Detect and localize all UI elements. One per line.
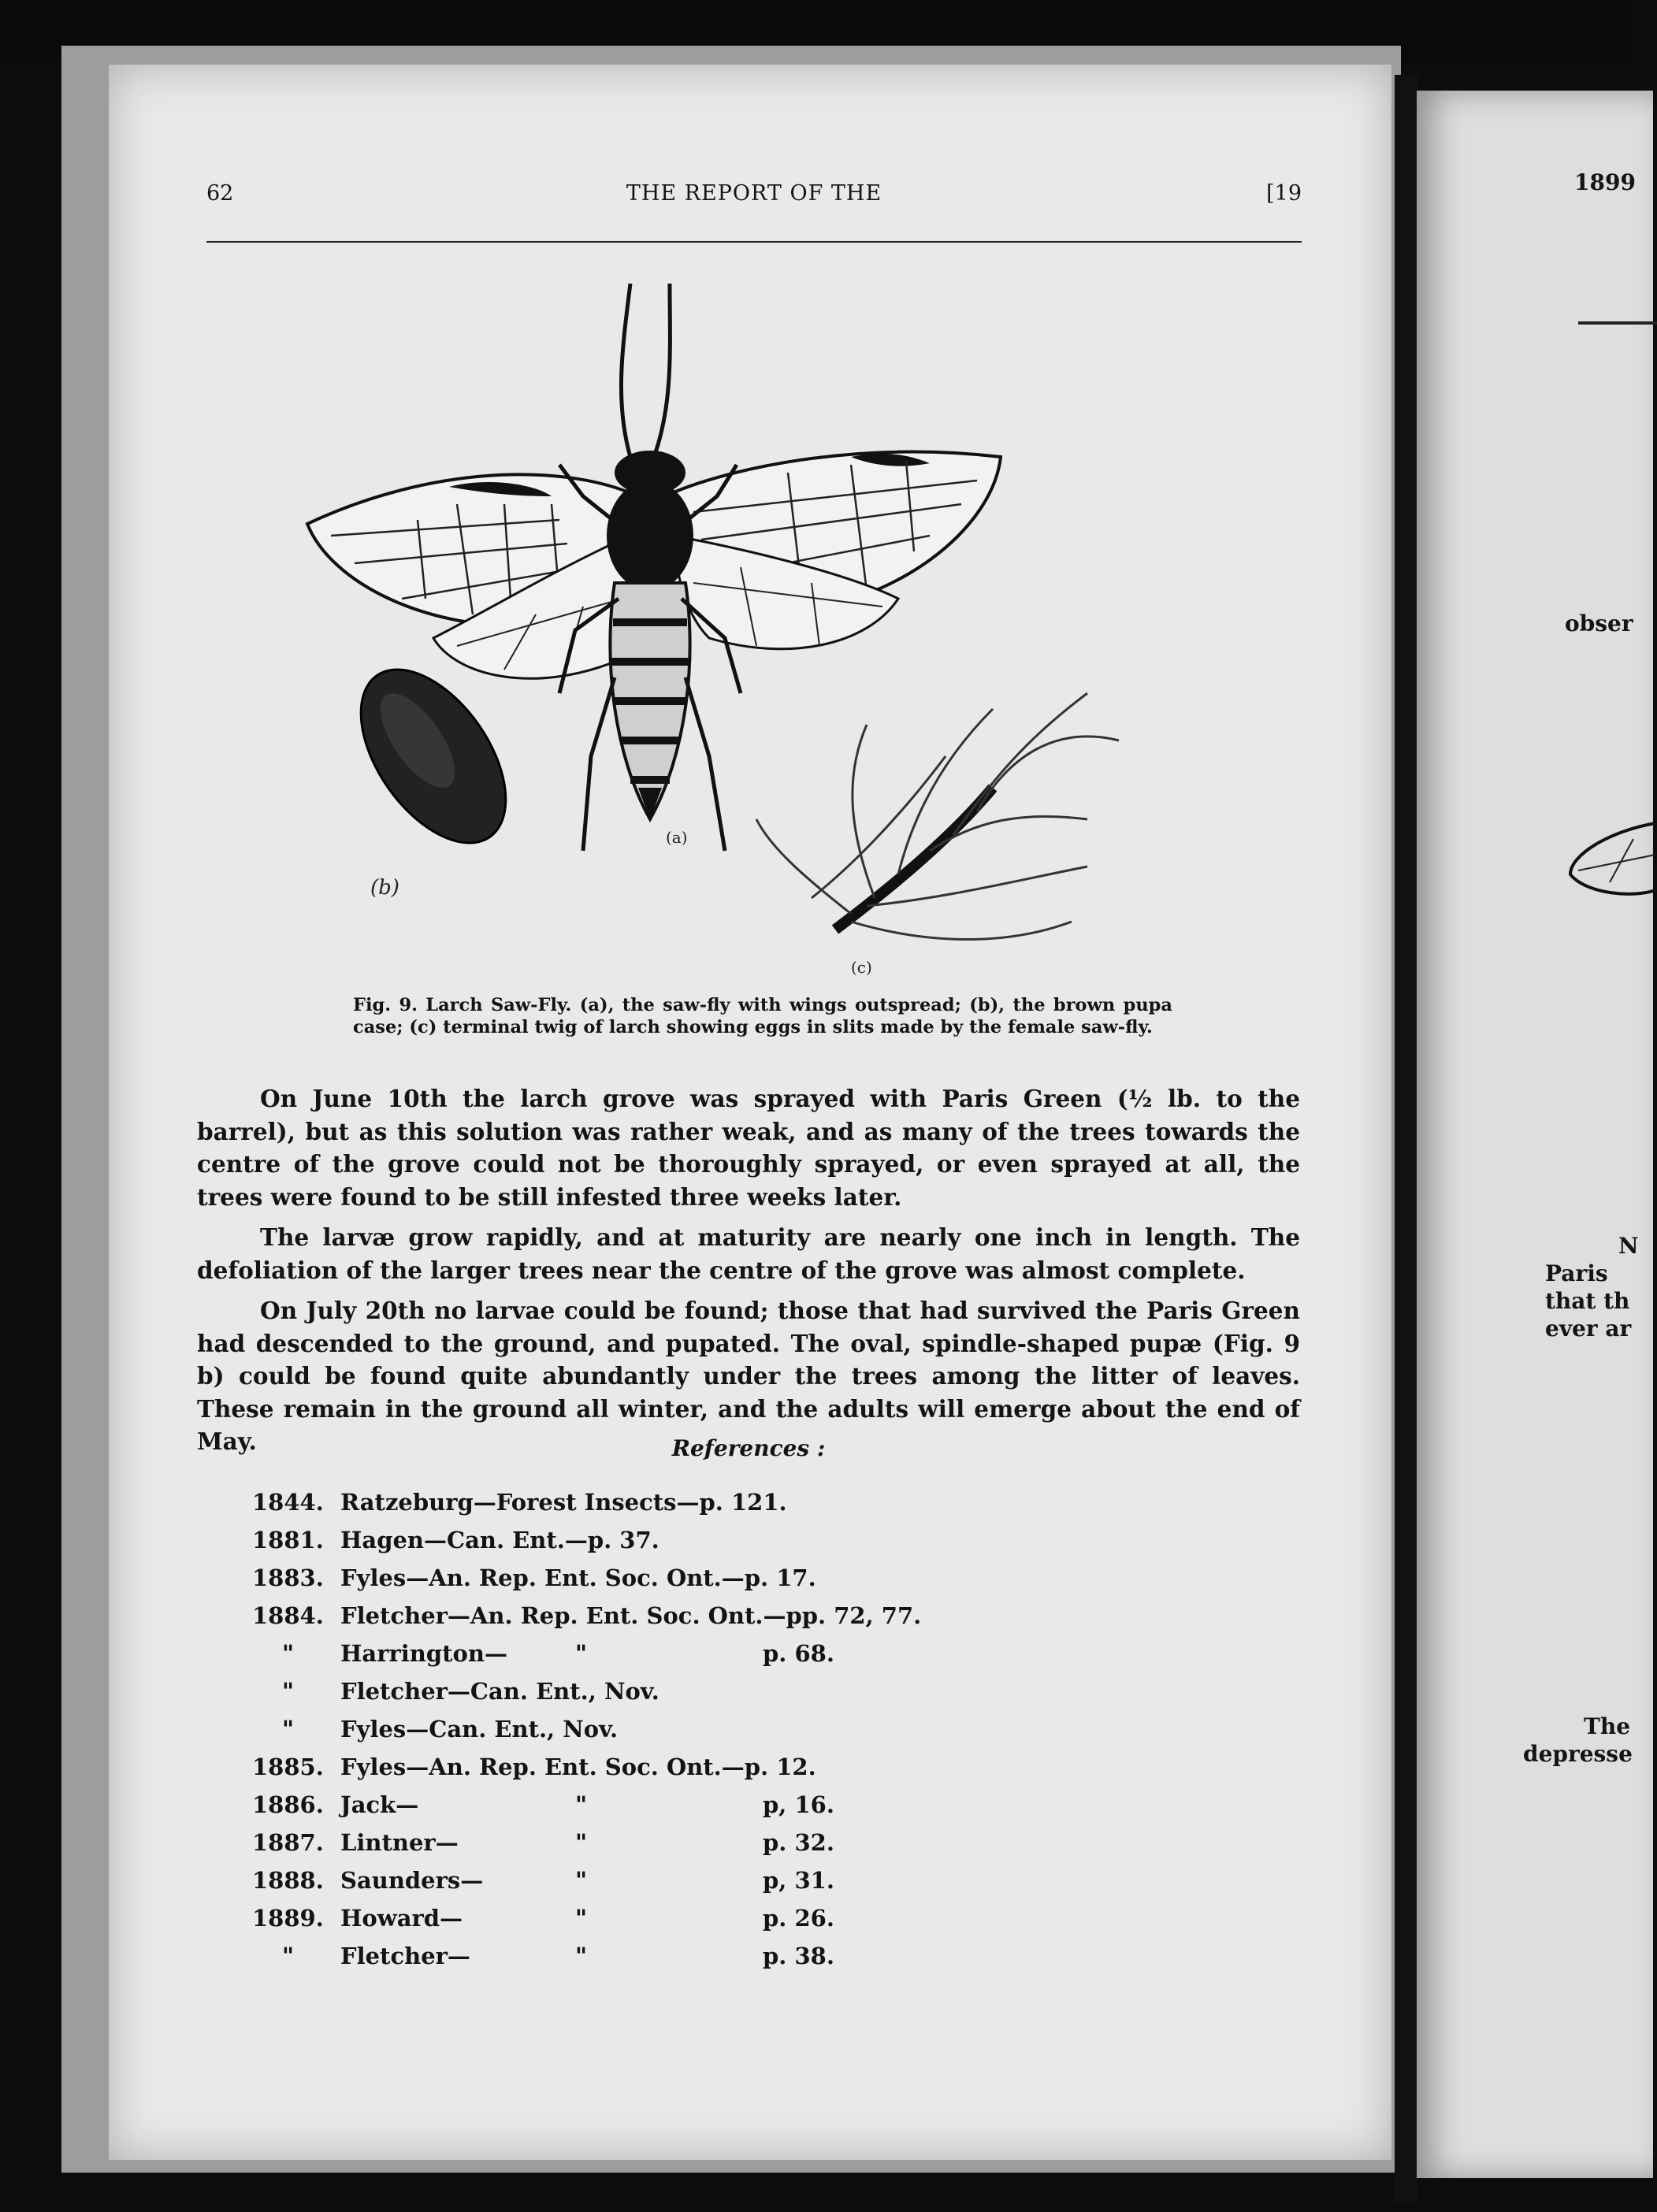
running-title: THE REPORT OF THE (626, 181, 882, 206)
ref-year: " (282, 1678, 295, 1705)
ref-year: 1886. (252, 1791, 324, 1818)
ref-entry: Lintner— (340, 1829, 459, 1856)
ref-year: 1844. (252, 1489, 324, 1516)
book-gutter (1395, 75, 1418, 2202)
figure-caption: Fig. 9. Larch Saw-Fly. (a), the saw-fly with wings outspread; (b), the brown pupa case; (c) terminal twig of larch showing eggs in slits made by the female saw-fly. (353, 995, 1172, 1037)
ref-year: 1887. (252, 1829, 324, 1856)
ref-page: p. 38. (763, 1943, 834, 1969)
facing-page (1417, 91, 1653, 2178)
ref-entry: Fyles—Can. Ent., Nov. (340, 1716, 619, 1743)
facing-page-text: N (1618, 1233, 1639, 1259)
larch-sawfly-figure (299, 268, 1213, 977)
header-rule (206, 241, 1302, 243)
ref-year: 1888. (252, 1867, 324, 1894)
facing-page-text: The (1584, 1713, 1631, 1739)
ref-entry: Fletcher—Can. Ent., Nov. (340, 1678, 659, 1705)
ref-entry: Fyles—An. Rep. Ent. Soc. Ont.—p. 17. (340, 1564, 816, 1591)
ref-entry: Fletcher—An. Rep. Ent. Soc. Ont.—pp. 72, 77. (340, 1602, 922, 1629)
ref-entry: Howard— (340, 1905, 463, 1932)
ref-ditto: " (575, 1867, 588, 1894)
ref-year: " (282, 1716, 295, 1743)
facing-page-year: 1899 (1574, 169, 1636, 195)
ref-ditto: " (575, 1640, 588, 1667)
page-number: 62 (206, 181, 234, 206)
ref-year: 1883. (252, 1564, 324, 1591)
ref-ditto: " (575, 1943, 588, 1969)
sawfly-illustration (299, 268, 1213, 977)
label-c: (c) (851, 958, 872, 977)
ref-year: 1889. (252, 1905, 324, 1932)
paragraph-3: On July 20th no larvae could be found; those that had survived the Paris Green had descended to the ground, and pupated. The oval, spindle-shaped pupæ (Fig. 9 b) could be found quite abundantly under the trees among the litter of leaves. These remain in the ground all winter, and the adults will emerge about the end of May. (197, 1297, 1300, 1455)
ref-year: " (282, 1640, 295, 1667)
references-heading: References : (671, 1435, 826, 1461)
ref-entry: Saunders— (340, 1867, 484, 1894)
ref-page: p, 31. (763, 1867, 834, 1894)
ref-page: p. 32. (763, 1829, 834, 1856)
running-head (206, 181, 1302, 214)
ref-ditto: " (575, 1829, 588, 1856)
body-text (197, 1082, 1300, 1466)
ref-year: 1881. (252, 1527, 324, 1553)
label-a: (a) (666, 828, 688, 847)
ref-entry: Fletcher— (340, 1943, 470, 1969)
ref-entry: Harrington— (340, 1640, 507, 1667)
facing-page-figure (1562, 807, 1657, 902)
label-b: (b) (370, 876, 399, 900)
ref-entry: Jack— (340, 1791, 419, 1818)
ref-ditto: " (575, 1905, 588, 1932)
ref-year: 1884. (252, 1602, 324, 1629)
running-year: [19 (1266, 181, 1302, 206)
facing-page-rule (1578, 321, 1657, 325)
ref-page: p, 16. (763, 1791, 834, 1818)
facing-page-text: Paris (1545, 1260, 1608, 1286)
ref-entry: Fyles—An. Rep. Ent. Soc. Ont.—p. 12. (340, 1754, 816, 1780)
facing-page-text: obser (1565, 611, 1633, 637)
ref-ditto: " (575, 1791, 588, 1818)
ref-page: p. 26. (763, 1905, 834, 1932)
ref-year: 1885. (252, 1754, 324, 1780)
facing-page-text: ever ar (1545, 1316, 1632, 1342)
ref-entry: Ratzeburg—Forest Insects—p. 121. (340, 1489, 787, 1516)
paragraph-1: On June 10th the larch grove was sprayed with Paris Green (½ lb. to the barrel), but as this solution was rather weak, and as many of the trees towards the centre of the grove could not be thoroughly sprayed, or even sprayed at all, the trees were found to be still infested three weeks later. (197, 1085, 1300, 1211)
facing-page-text: depresse (1523, 1741, 1633, 1767)
paragraph-2: The larvæ grow rapidly, and at maturity are nearly one inch in length. The defoliation of the larger trees near the centre of the grove was almost complete. (197, 1223, 1300, 1284)
ref-entry: Hagen—Can. Ent.—p. 37. (340, 1527, 659, 1553)
facing-page-text: that th (1545, 1288, 1630, 1314)
ref-year: " (282, 1943, 295, 1969)
ref-page: p. 68. (763, 1640, 834, 1667)
